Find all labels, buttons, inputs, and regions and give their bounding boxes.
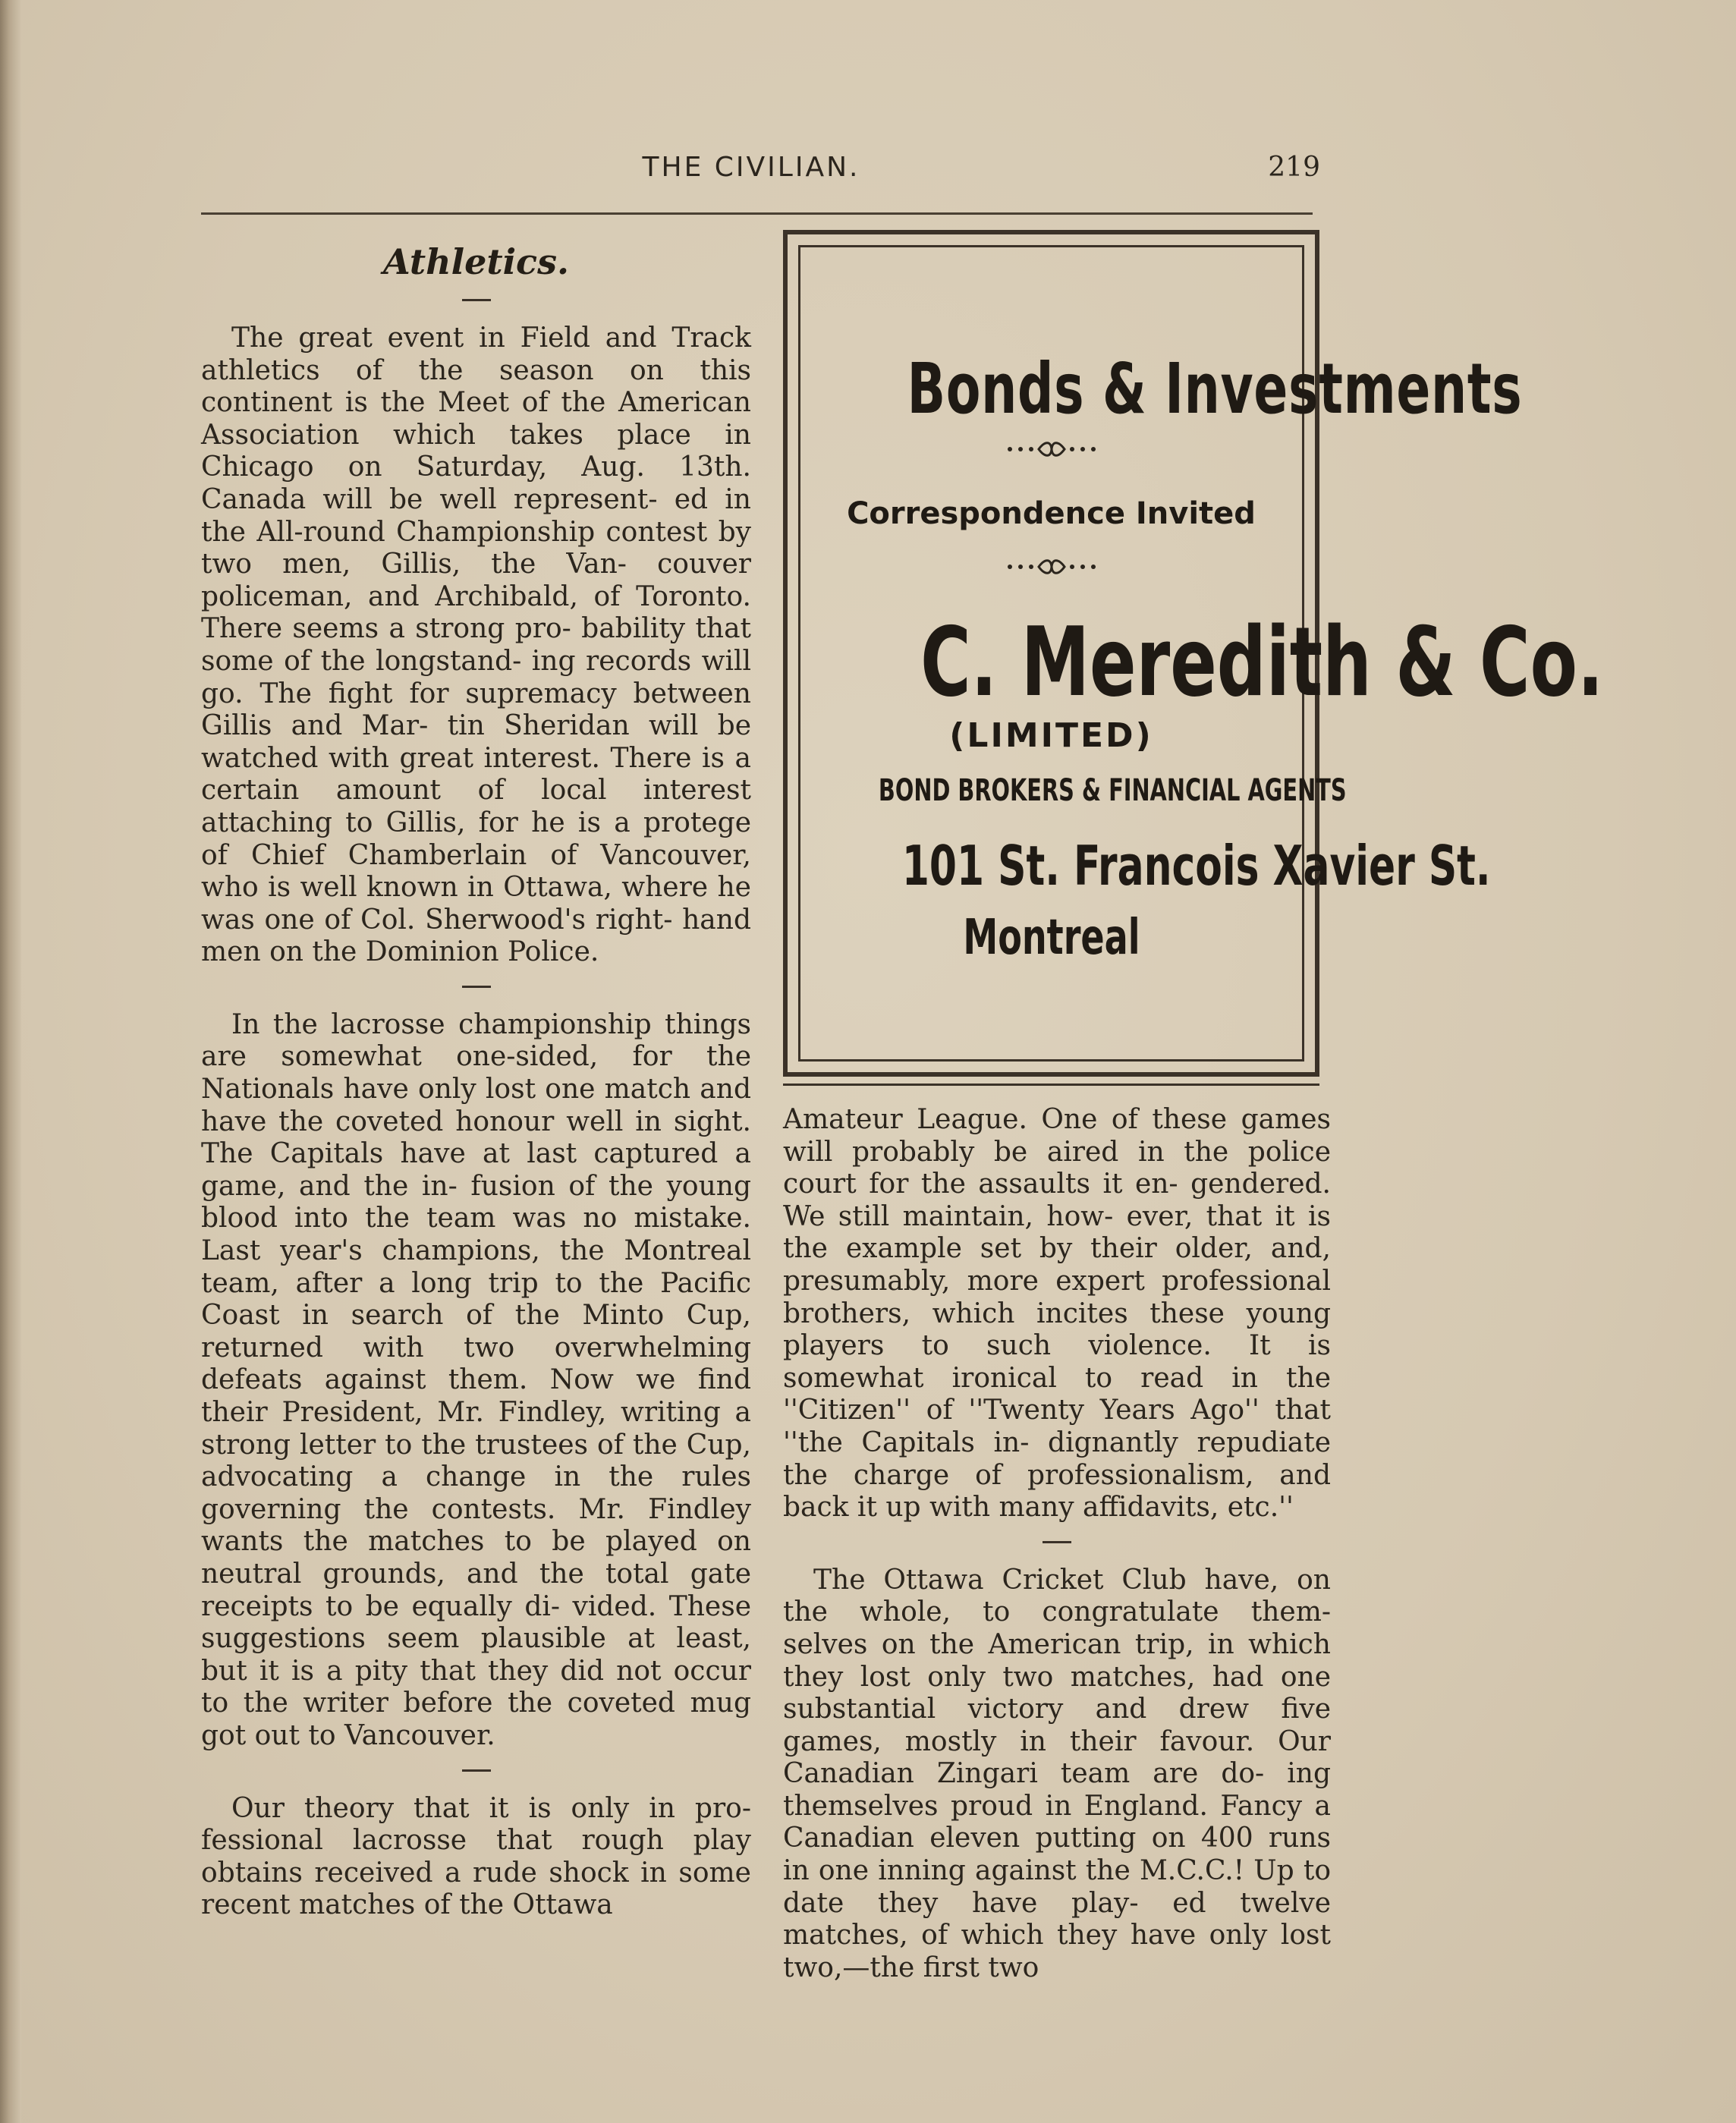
- running-header-title: THE CIVILIAN.: [642, 152, 860, 183]
- ornament-divider-icon: [788, 557, 1315, 580]
- advertisement-bottom-rule: [783, 1084, 1319, 1086]
- right-column: [783, 1104, 1331, 1984]
- section-dash: [462, 1769, 491, 1772]
- paragraph-lacrosse: In the lacrosse championship things are somewhat one-sided, for the Nationals have only lost one match and have the coveted honour well in sight. The Capitals have at last captured a game, and the in- fusion of the young blood into the team was no mistake. Last year's champions, the Montreal team, after a long trip to the Pacific Coast in search of the Minto Cup, returned with two overwhelming defeats against them. Now we find their President, Mr. Findley, writing a strong letter to the trustees of the Cup, advocating a change in the rules governing the contests. Mr. Findley wants the matches to be played on neutral grounds, and the total gate receipts to be equally di- vided. These suggestions seem plausible at least, but it is a pity that they did not occur to the writer before the coveted mug got out to Vancouver.: [201, 1008, 751, 1751]
- header-rule: [201, 212, 1313, 215]
- ad-description: BOND BROKERS & FINANCIAL AGENTS: [878, 773, 1347, 808]
- section-heading: Athletics.: [383, 241, 569, 282]
- paragraph-cricket: The Ottawa Cricket Club have, on the whole, to congratulate them- selves on the American trip, in which they lost only two matches, had one substantial victory and drew five games, mostly in their favour. Our Canadian Zingari team are do- ing themselves proud in England. Fancy a Canadian eleven putting on 400 runs in one inning against the M.C.C.! Up to date they have play- ed twelve matches, of which they have only lost two,—the first two: [783, 1564, 1331, 1983]
- paragraph-rough-play: Our theory that it is only in pro- fessional lacrosse that rough play obtains received a rude shock in some recent matches of the Ottawa: [201, 1792, 751, 1921]
- heading-dash: [462, 299, 491, 301]
- ad-city-wrap: [788, 910, 1315, 966]
- ad-headline: Bonds & Investments: [907, 348, 1523, 429]
- ad-limited: (LIMITED): [949, 716, 1153, 755]
- section-dash: [462, 986, 491, 988]
- ad-headline-wrap: [788, 348, 1523, 429]
- ornament-divider-icon: [788, 439, 1315, 462]
- page-spine-shadow: [0, 0, 21, 2123]
- section-dash: [1043, 1541, 1071, 1543]
- ad-company: C. Meredith & Co.: [920, 606, 1604, 718]
- paragraph-amateur-league: Amateur League. One of these games will probably be aired in the police court for the assaults it en- gendered. We still maintain, how- ever, that it is the example set by their older, and, presumably, more expert professional brothers, which incites these young players to such violence. It is somewhat ironical to read in the ''Citizen'' of ''Twenty Years Ago'' that ''the Capitals in- dignantly repudiate the charge of professionalism, and back it up with many affidavits, etc.'': [783, 1104, 1331, 1524]
- ad-address-wrap: [788, 834, 1491, 898]
- page-number: 219: [1268, 152, 1320, 183]
- left-column: [201, 228, 751, 1922]
- paragraph-field-track: The great event in Field and Track athletics of the season on this continent is the Meet of the American Association which takes place in Chicago on Saturday, Aug. 13th. Canada will be well represent- ed in the All-round Championship contest by two men, Gillis, the Van- couver policeman, and Archibald, of Toronto. There seems a strong pro- bability that some of the longstand- ing records will go. The fight for supremacy between Gillis and Mar- tin Sheridan will be watched with great interest. There is a certain amount of local interest attaching to Gillis, for he is a protege of Chief Chamberlain of Vancouver, who is well known in Ottawa, where he was one of Col. Sherwood's right- hand men on the Dominion Police.: [201, 322, 751, 968]
- ad-tagline: Correspondence Invited: [847, 496, 1256, 531]
- ad-description-wrap: [788, 773, 1347, 808]
- ad-company-wrap: [788, 606, 1604, 718]
- advertisement-box: [783, 230, 1604, 1077]
- ad-city: Montreal: [962, 910, 1140, 966]
- ad-address: 101 St. Francois Xavier St.: [901, 834, 1491, 898]
